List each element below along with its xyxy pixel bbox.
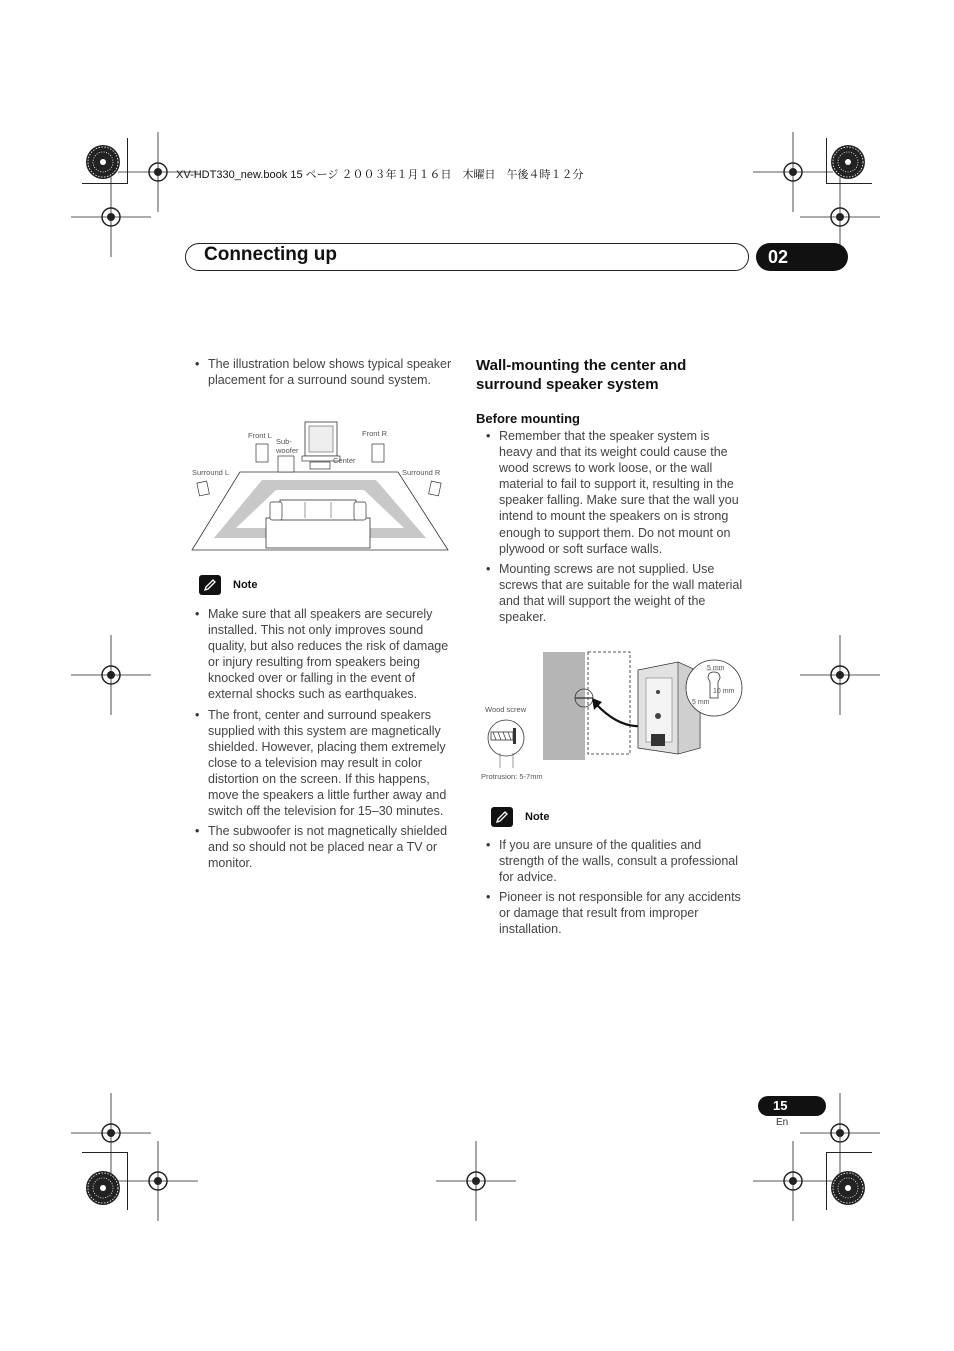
right-column (476, 356, 746, 629)
label-dim-5mm-bottom: 5 mm (692, 699, 710, 706)
before-mounting-list (486, 428, 746, 625)
label-dim-5mm-top: 5 mm (707, 665, 725, 672)
registration-mark (436, 1141, 516, 1221)
note-item: • Make sure that all speakers are securely installed. This not only improves sound quality, but also reduces the risk of damage or injury resulting from speakers being knocked over or falling in the event of external shocks such as earthquakes. (195, 606, 457, 703)
note-label: Note (233, 579, 258, 591)
wall-section (543, 652, 585, 760)
right-notes (486, 837, 746, 942)
sofa-icon (266, 518, 370, 548)
page-language: En (776, 1117, 789, 1128)
label-front-l: Front L (248, 431, 272, 440)
registration-mark (753, 132, 833, 212)
right-note-section (491, 807, 741, 827)
registration-mark (71, 1093, 151, 1173)
print-wheel-bottom-right (831, 1171, 865, 1205)
page-title: Connecting up (204, 244, 337, 265)
label-protrusion: Protrusion: 5-7mm (481, 772, 543, 781)
print-wheel-top-right (831, 145, 865, 179)
note-item: • The subwoofer is not magnetically shielded and so should not be placed near a TV or monitor. (195, 823, 457, 871)
note-pencil-icon (491, 807, 513, 827)
label-surround-r: Surround R (402, 468, 441, 477)
note-item: • Pioneer is not responsible for any accidents or damage that result from improper installation. (486, 889, 746, 937)
surround-r-speaker-icon (429, 481, 441, 496)
registration-mark (71, 177, 151, 257)
registration-mark (753, 1141, 833, 1221)
left-note-section (199, 575, 459, 595)
registration-mark (71, 635, 151, 715)
section-heading-line1: Wall-mounting the center and (476, 357, 687, 374)
label-sub-1: Sub- (276, 437, 292, 446)
registration-mark (800, 635, 880, 715)
print-wheel-top-left (86, 145, 120, 179)
note-item: • The front, center and surround speakers supplied with this system are magnetically shielded. However, placing them extremely close to a television may result in color distortion on the screen. If this happens, move the speakers a little further away and switch off the television for 15–30 minutes. (195, 707, 457, 820)
mounting-bullet: • Remember that the speaker system is heavy and that its weight could cause the wood screws to work loose, or the wall material to fail to support it, resulting in the speaker falling. Make sure that the wall you intend to mount the speakers on is strong enough to support them. Do not mount on plywood or soft surface walls. (486, 428, 746, 557)
note-heading (199, 575, 459, 595)
front-r-speaker-icon (372, 444, 384, 462)
surround-l-speaker-icon (197, 481, 209, 496)
note-pencil-icon (199, 575, 221, 595)
label-front-r: Front R (362, 429, 388, 438)
front-l-speaker-icon (256, 444, 268, 462)
print-wheel-bottom-left (86, 1171, 120, 1205)
label-sub-2: woofer (276, 446, 299, 455)
print-filename-line: XV-HDT330_new.book 15 ページ ２００３年１月１６日 木曜日 午後４時１２分 (176, 169, 584, 181)
left-notes (195, 606, 457, 876)
note-heading (491, 807, 741, 827)
note-label: Note (525, 811, 550, 823)
registration-mark (118, 1141, 198, 1221)
subwoofer-icon (278, 456, 294, 472)
wall-mount-diagram (478, 648, 744, 783)
label-wood-screw: Wood screw (485, 705, 527, 714)
center-speaker-icon (310, 462, 330, 469)
note-item: • If you are unsure of the qualities and strength of the walls, consult a professional for advice. (486, 837, 746, 885)
label-surround-l: Surround L (192, 468, 230, 477)
subheading-before-mounting: Before mounting (476, 411, 580, 426)
label-dim-10mm: 10 mm (713, 688, 735, 695)
left-column (195, 356, 457, 392)
intro-bullet: • The illustration below shows typical speaker placement for a surround sound system. (195, 356, 457, 388)
section-heading-line2: surround speaker system (476, 376, 659, 393)
intro-list (195, 356, 457, 388)
label-center: Center (333, 456, 356, 465)
mounting-bullet: • Mounting screws are not supplied. Use screws that are suitable for the wall material and that will support the weight of the speaker. (486, 561, 746, 625)
chapter-badge: 02 (756, 243, 848, 271)
speaker-placement-diagram (190, 418, 452, 556)
page-number-badge: 15 (758, 1096, 826, 1116)
